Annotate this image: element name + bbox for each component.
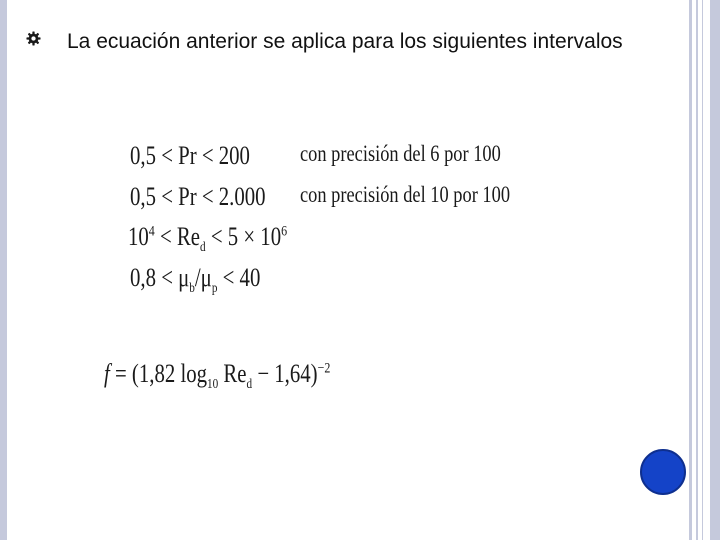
bullet-text: La ecuación anterior se aplica para los siguientes intervalos [67, 30, 623, 53]
precision-note-1: con precisión del 6 por 100 [300, 141, 501, 166]
precision-note-2: con precisión del 10 por 100 [300, 182, 511, 207]
slide-decoration-circle [640, 449, 686, 495]
right-border-rule [702, 0, 703, 540]
right-border-rule [696, 0, 698, 540]
right-border-rule [710, 0, 720, 540]
gear-bullet-icon [26, 31, 41, 46]
condition-reynolds: $10^4 < Re_d < 5 \times 10^6$ [128, 222, 288, 256]
right-border-rule [689, 0, 692, 540]
condition-prandtl-1: 0,5 < Pr < 200 [130, 141, 250, 170]
left-border [0, 0, 7, 540]
condition-prandtl-2: 0,5 < Pr < 2.000 [130, 182, 266, 211]
friction-factor-formula: f = (1,82 $\log_{10} Re_d - 1,64)^{-2}$ [104, 359, 331, 393]
condition-viscosity-ratio: $0,8 < \mu_b/\mu_p < 40$ [130, 263, 261, 297]
